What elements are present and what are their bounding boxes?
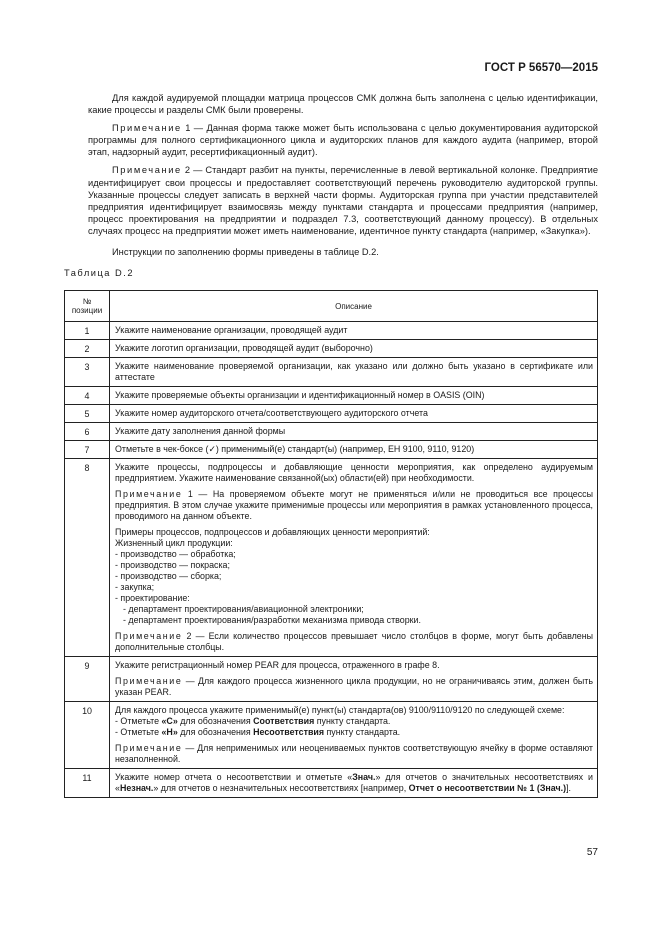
note-label: Примечание <box>115 631 183 641</box>
table-row-9 <box>65 657 598 702</box>
note-text: — Для каждого процесса жизненного цикла продукции, но не ограничиваясь этим, должен быть указан PEAR. <box>115 676 593 697</box>
bold-text: Знач. <box>352 772 376 782</box>
column-header-number: № позиции <box>65 291 110 322</box>
table-row-7 <box>65 441 598 459</box>
bold-text: Соответствия <box>253 716 315 726</box>
row-number: 9 <box>65 657 110 702</box>
text: » для отчетов о значительных несоответствиях и « <box>115 772 593 793</box>
table-row-3 <box>65 358 598 387</box>
row-number: 4 <box>65 387 110 405</box>
examples-block <box>115 527 593 626</box>
row-number: 3 <box>65 358 110 387</box>
row-number: 7 <box>65 441 110 459</box>
row-description <box>110 769 598 798</box>
row-description <box>110 459 598 657</box>
table-row-2 <box>65 340 598 358</box>
table-row-10 <box>65 702 598 769</box>
row-text <box>115 772 593 794</box>
list-item: - проектирование: <box>115 593 190 603</box>
table-row-6 <box>65 423 598 441</box>
table-row-8 <box>65 459 598 657</box>
intro-note-2 <box>88 164 598 237</box>
table-caption: Таблица D.2 <box>64 268 135 278</box>
row-number: 5 <box>65 405 110 423</box>
row-number: 8 <box>65 459 110 657</box>
row-note <box>115 676 593 698</box>
table-row-1 <box>65 322 598 340</box>
row-description <box>110 702 598 769</box>
text: для обозначения <box>177 727 254 737</box>
sub-list-item: - департамент проектирования/разработки механизма привода створки. <box>123 615 421 625</box>
list-item: - закупка; <box>115 582 155 592</box>
note-text: 1 — На проверяемом объекте могут не применяться и/или не проводиться все процессы предприятия. В этом случае укажите применимые процессы или мероприятия в рамках установленного процесса, проводимого на данном объекте. <box>115 489 593 521</box>
row-description: Укажите наименование проверяемой организации, как указано или должно быть указано в сертификате или аттестате <box>110 358 598 387</box>
bold-text: «Н» <box>161 727 178 737</box>
intro-text <box>88 92 598 258</box>
note-text: 2 — Если количество процессов превышает число столбцов в форме, могут быть добавлены дополнительные столбцы. <box>115 631 593 652</box>
instructions-paragraph: Инструкции по заполнению формы приведены в таблице D.2. <box>112 247 379 258</box>
examples-title: Примеры процессов, подпроцессов и добавляющих ценности мероприятий: <box>115 527 430 537</box>
text: ]. <box>566 783 572 793</box>
text: - Отметьте <box>115 727 162 737</box>
row-note-2 <box>115 631 593 653</box>
row-text: Укажите процессы, подпроцессы и добавляющие ценности мероприятия, как определено аудируемым предприятием. Укажите наименование связанной(ых) области(ей) при необходимости. <box>115 462 593 483</box>
list-item: - производство — сборка; <box>115 571 222 581</box>
column-header-description: Описание <box>110 291 598 322</box>
note-text: 1 — Данная форма также может быть использована с целью документирования аудиторской программы для полного сертификационного цикла и аудиторских планов для каждого аудита (например, второй этап, надзорный аудит, ресертификационный аудит). <box>88 123 598 158</box>
row-number: 10 <box>65 702 110 769</box>
text: - Отметьте <box>115 716 162 726</box>
row-text <box>115 705 593 738</box>
row-description <box>110 657 598 702</box>
text: » для отчетов о незначительных несоответствиях [например, <box>153 783 409 793</box>
note-label: Примечание <box>115 676 183 686</box>
table-row-4 <box>65 387 598 405</box>
note-label: Примечание <box>112 165 182 176</box>
intro-note-1 <box>88 122 598 158</box>
table-row-11 <box>65 769 598 798</box>
table-header-row <box>65 291 598 322</box>
note-label: Примечание <box>112 123 182 134</box>
bold-text: Незнач. <box>119 783 154 793</box>
text: для обозначения <box>177 716 254 726</box>
page-number: 57 <box>586 847 598 858</box>
bold-text: Несоответствия <box>253 727 325 737</box>
row-description: Укажите логотип организации, проводящей аудит (выборочно) <box>110 340 598 358</box>
note-text: — Для неприменимых или неоцениваемых пунктов соответствующую ячейку в форме оставляют незаполненной. <box>115 743 593 764</box>
note-text: 2 — Стандарт разбит на пункты, перечисленные в левой вертикальной колонке. Предприятие идентифицирует свои процессы и предоставляет соответствующий перечень руководителю аудиторской группы. Указанные процессы следует записать в верхней части формы. Аудиторская группа при участии представителей предприятия идентифицирует взаимосвязь между пунктами стандарта и процессами предприятия (например, процесс проектирования на предприятии и подраздел 7.3, соответствующий данному процессу). В отдельных случаях процесс на предприятии может иметь наименование, идентичное пункту стандарта (например, «Закупка»). <box>88 165 598 236</box>
row-description: Отметьте в чек-боксе (✓) применимый(е) стандарт(ы) (например, ЕН 9100, 9110, 9120) <box>110 441 598 459</box>
table-row-5 <box>65 405 598 423</box>
document-header: ГОСТ Р 56570—2015 <box>484 62 598 74</box>
note-label: Примечание <box>115 743 183 753</box>
instructions-table <box>64 290 598 798</box>
row-number: 1 <box>65 322 110 340</box>
bold-text: Отчет о несоответствии № 1 (Знач.) <box>408 783 567 793</box>
note-label: Примечание <box>115 489 183 499</box>
row-number: 11 <box>65 769 110 798</box>
row-number: 2 <box>65 340 110 358</box>
list-item: - производство — обработка; <box>115 549 236 559</box>
bold-text: «С» <box>161 716 178 726</box>
text: пункту стандарта. <box>314 716 391 726</box>
row-description: Укажите номер аудиторского отчета/соответствующего аудиторского отчета <box>110 405 598 423</box>
text: Укажите номер отчета о несоответствии и отметьте « <box>115 772 353 782</box>
text: пункту стандарта. <box>324 727 401 737</box>
sub-list-item: - департамент проектирования/авиационной электроники; <box>123 604 364 614</box>
row-description: Укажите наименование организации, проводящей аудит <box>110 322 598 340</box>
row-text: Укажите регистрационный номер PEAR для процесса, отраженного в графе 8. <box>115 660 440 670</box>
row-description: Укажите проверяемые объекты организации и идентификационный номер в OASIS (OIN) <box>110 387 598 405</box>
intro-paragraph: Для каждой аудируемой площадки матрица процессов СМК должна быть заполнена с целью идентификации, какие процессы и разделы СМК были проверены. <box>88 93 598 116</box>
row-note <box>115 743 593 765</box>
lifecycle-label: Жизненный цикл продукции: <box>115 538 233 548</box>
list-item: - производство — покраска; <box>115 560 230 570</box>
row-text-intro: Для каждого процесса укажите применимый(е) пункт(ы) стандарта(ов) 9100/9110/9120 по следующей схеме: <box>115 705 565 715</box>
row-note-1 <box>115 489 593 522</box>
row-number: 6 <box>65 423 110 441</box>
row-description: Укажите дату заполнения данной формы <box>110 423 598 441</box>
